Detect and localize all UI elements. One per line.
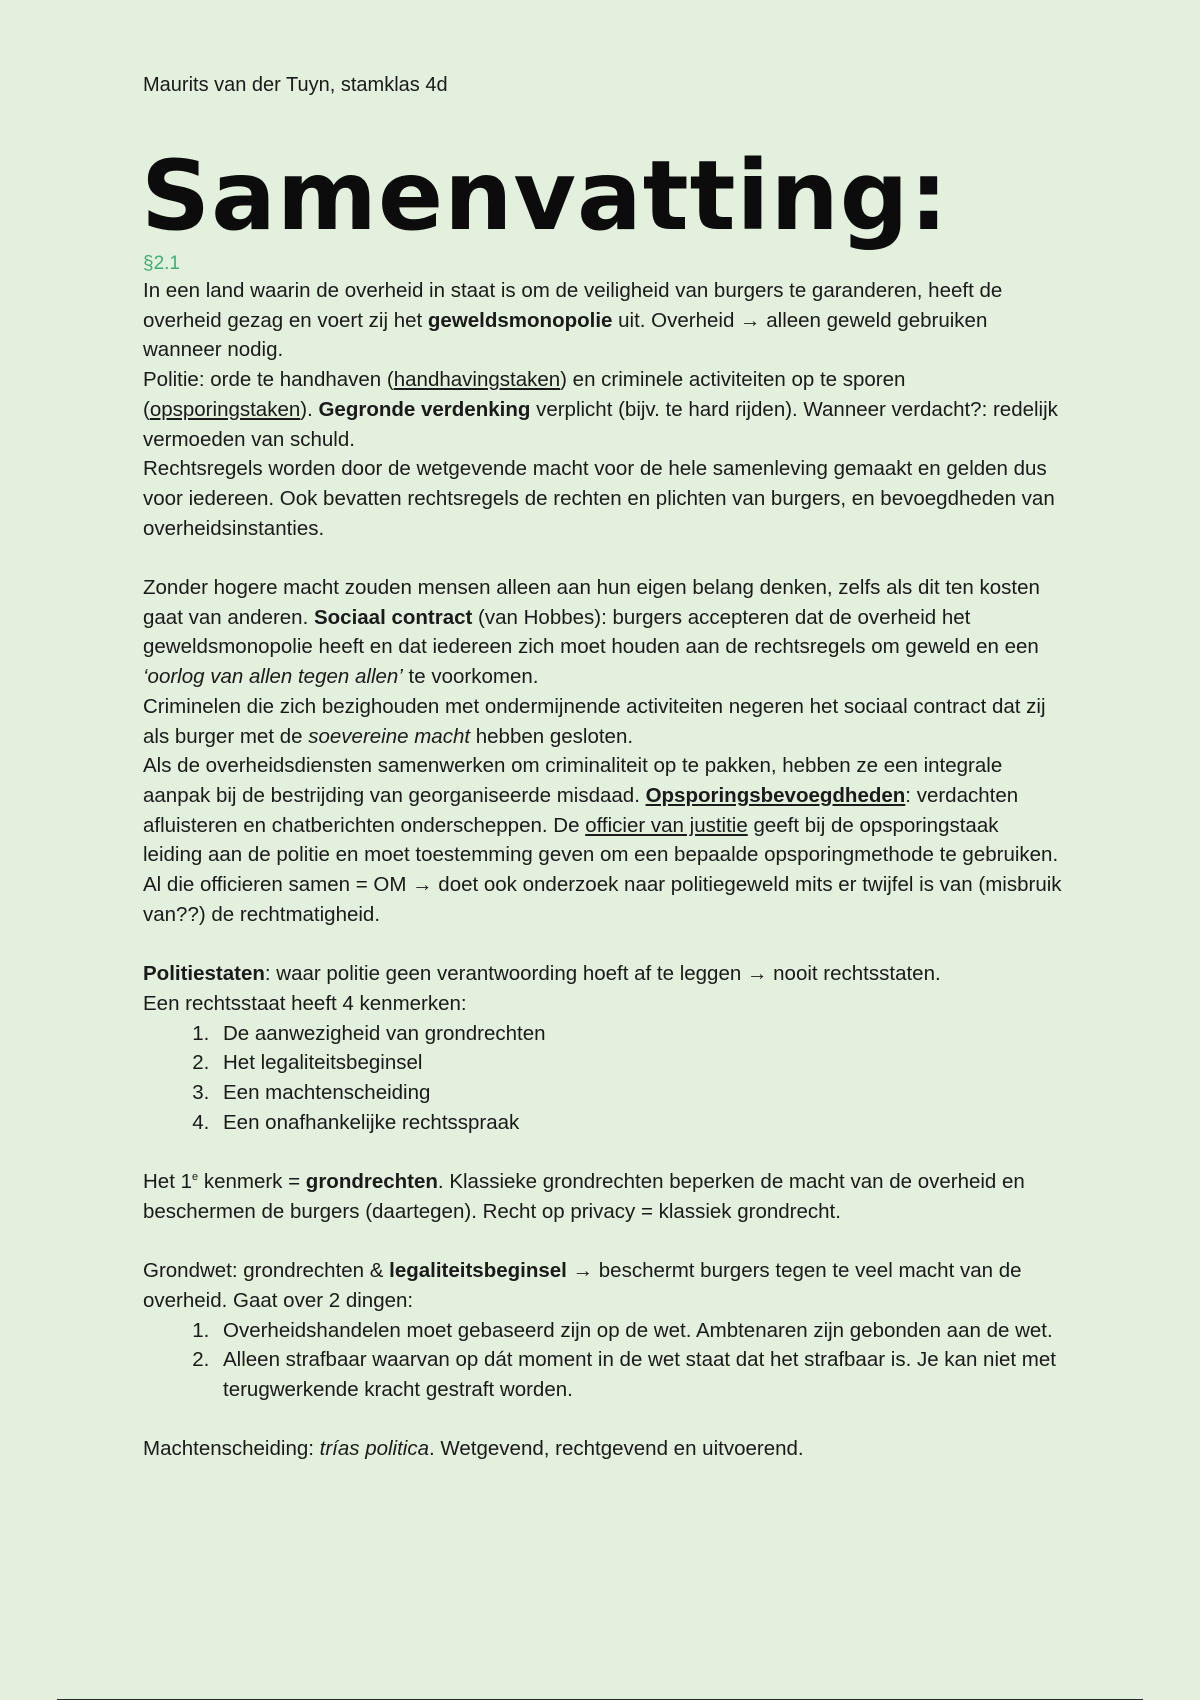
- paragraph-grondwet: [143, 1256, 1063, 1315]
- paragraph-politiestaten: [143, 959, 1063, 989]
- section-heading: §2.1: [143, 253, 180, 274]
- paragraph-sociaal-contract: [143, 573, 1063, 692]
- text-run: Zonder hogere macht zouden mensen alleen aan hun eigen belang denken, zelfs als dit ten kosten gaat van anderen.: [143, 576, 1040, 629]
- text-run: Machtenscheiding:: [143, 1437, 320, 1461]
- quote-oorlog: ‘oorlog van allen tegen allen’: [143, 665, 403, 689]
- list-item: 1. Overheidshandelen moet gebaseerd zijn op de wet. Ambtenaren zijn gebonden aan de wet.: [215, 1316, 1063, 1346]
- list-item: 2. Alleen strafbaar waarvan op dát moment in de wet staat dat het strafbaar is. Je kan niet met terugwerkende kracht gestraft worden.: [215, 1345, 1063, 1404]
- paragraph-spacer: [143, 1137, 1063, 1167]
- term-legaliteitsbeginsel: legaliteitsbeginsel: [389, 1259, 567, 1283]
- term-gegronde-verdenking: Gegronde verdenking: [318, 397, 531, 421]
- paragraph-rechtsstaat-intro: Een rechtsstaat heeft 4 kenmerken:: [143, 991, 467, 1015]
- text-run: . Wetgevend, rechtgevend en uitvoerend.: [429, 1437, 804, 1461]
- paragraph-machtenscheiding: [143, 1434, 1063, 1464]
- term-officier-van-justitie: officier van justitie: [585, 813, 748, 837]
- paragraph-spacer: [143, 1226, 1063, 1256]
- text-run: uit. Overheid → alleen geweld gebruiken wanneer nodig.: [143, 308, 988, 362]
- paragraph-spacer: [143, 1405, 1063, 1435]
- text-run: geeft bij de opsporingstaak leiding aan de politie en moet toestemming geven om een bepaalde opsporingmethode te gebruiken. Al die officieren samen = OM → doet ook onderzoek naar politiegeweld mits er twijfel is van (misbruik van??) de rechtmatigheid.: [143, 813, 1062, 926]
- term-sociaal-contract: Sociaal contract: [313, 605, 473, 629]
- paragraph-opsporing: [143, 751, 1063, 929]
- text-run: (van Hobbes): burgers accepteren dat de overheid het geweldsmonopolie heeft en dat iedereen zich moet houden aan de rechtsregels om geweld en een: [143, 605, 1039, 659]
- text-run: In een land waarin de overheid in staat is om de veiligheid van burgers te garanderen, heeft de overheid gezag en voert zij het: [143, 279, 1003, 332]
- author-line: Maurits van der Tuyn, stamklas 4d: [143, 74, 448, 96]
- text-run: hebben gesloten.: [470, 724, 634, 748]
- document-body: [143, 276, 1063, 1464]
- text-run: kenmerk =: [198, 1170, 306, 1194]
- text-run: : verdachten afluisteren en chatberichten onderscheppen. De: [143, 783, 1019, 837]
- grondwet-list: [143, 1316, 1063, 1405]
- superscript: e: [192, 1171, 199, 1184]
- text-run: verplicht (bijv. te hard rijden). Wanneer verdacht?: redelijk vermoeden van schuld.: [143, 397, 1058, 451]
- paragraph-spacer: [143, 543, 1063, 573]
- text-run: → beschermt burgers tegen te veel macht van de overheid. Gaat over 2 dingen:: [143, 1259, 1022, 1312]
- term-opsporingsbevoegdheden: Opsporingsbevoegdheden: [645, 783, 906, 807]
- text-run: Als de overheidsdiensten samenwerken om criminaliteit op te pakken, hebben ze een integrale aanpak bij de bestrijding van georganiseerde misdaad.: [143, 754, 1003, 807]
- text-run: ) en criminele activiteiten op te sporen (: [143, 368, 906, 421]
- list-item: 3. Een machtenscheiding: [215, 1078, 1063, 1108]
- text-run: : waar politie geen verantwoording hoeft af te leggen → nooit rechtsstaten.: [264, 962, 941, 986]
- text-run: ).: [300, 397, 319, 421]
- term-handhavingstaken: handhavingstaken: [393, 368, 561, 392]
- text-run: Politie: orde te handhaven (: [143, 368, 394, 392]
- term-geweldsmonopolie: geweldsmonopolie: [427, 308, 613, 332]
- kenmerken-list: [143, 1019, 1063, 1138]
- document-page: [143, 70, 1063, 1464]
- text-run: Het 1: [143, 1170, 192, 1194]
- paragraph-grondrechten: [143, 1167, 1063, 1226]
- term-grondrechten: grondrechten: [305, 1170, 438, 1194]
- text-run: Grondwet: grondrechten &: [143, 1259, 390, 1283]
- term-soevereine-macht: soevereine macht: [308, 724, 471, 748]
- list-item: 1. De aanwezigheid van grondrechten: [215, 1019, 1063, 1049]
- text-run: Criminelen die zich bezighouden met ondermijnende activiteiten negeren het sociaal contract dat zij als burger met de: [143, 694, 1046, 748]
- text-run: . Klassieke grondrechten beperken de macht van de overheid en beschermen de burgers (daartegen). Recht op privacy = klassiek grondrecht.: [143, 1170, 1025, 1223]
- paragraph-spacer: [143, 929, 1063, 959]
- paragraph-politie: [143, 365, 1063, 454]
- page-title: Samenvatting:: [141, 140, 949, 252]
- paragraph-rechtsregels: Rechtsregels worden door de wetgevende macht voor de hele samenleving gemaakt en gelden dus voor iedereen. Ook bevatten rechtsregels de rechten en plichten van burgers, en bevoegdheden van overheidsinstanties.: [143, 457, 1055, 540]
- list-item: 2. Het legaliteitsbeginsel: [215, 1048, 1063, 1078]
- text-run: te voorkomen.: [402, 665, 539, 689]
- list-item: 4. Een onafhankelijke rechtsspraak: [215, 1108, 1063, 1138]
- term-trias-politica: trías politica: [319, 1437, 430, 1461]
- term-politiestaten: Politiestaten: [143, 962, 265, 986]
- paragraph-geweldsmonopolie: [143, 276, 1063, 365]
- term-opsporingstaken: opsporingstaken: [149, 397, 301, 421]
- paragraph-criminelen: [143, 692, 1063, 751]
